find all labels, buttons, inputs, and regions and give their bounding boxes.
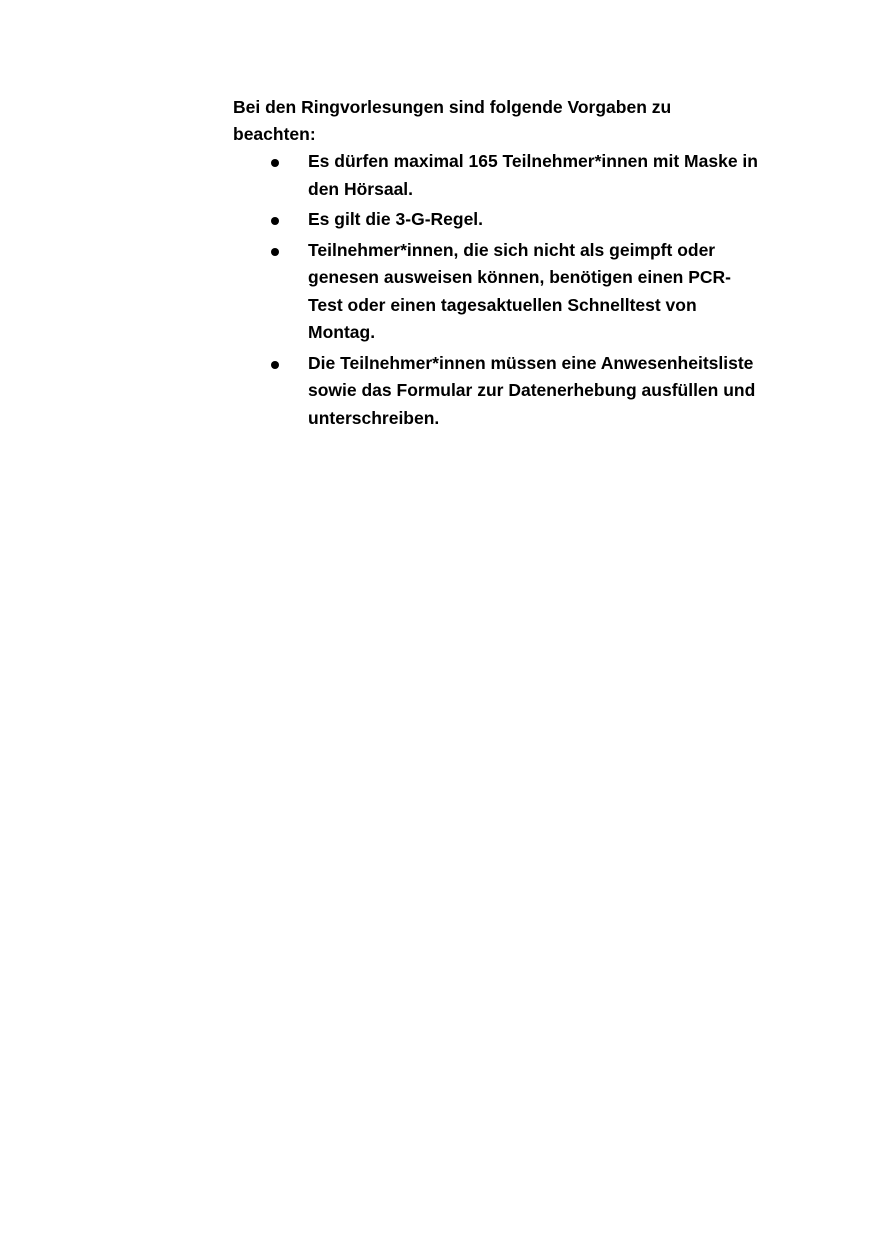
document-content	[233, 94, 773, 435]
bullet-icon	[271, 361, 279, 369]
intro-paragraph: Bei den Ringvorlesungen sind folgende Vorgaben zu beachten:	[233, 97, 672, 144]
bullet-icon	[271, 248, 279, 256]
rule-text: Es dürfen maximal 165 Teilnehmer*innen mit Maske in den Hörsaal.	[308, 151, 758, 199]
list-item	[233, 237, 748, 347]
list-item	[233, 206, 773, 234]
bullet-icon	[271, 159, 279, 167]
rule-text: Die Teilnehmer*innen müssen eine Anwesenheitsliste sowie das Formular zur Datenerhebung ausfüllen und unterschreiben.	[308, 352, 756, 428]
rules-list	[233, 148, 773, 432]
rule-text: Es gilt die 3-G-Regel.	[308, 209, 484, 229]
list-item	[233, 148, 773, 203]
rule-text: Teilnehmer*innen, die sich nicht als geimpft oder genesen ausweisen können, benötigen einen PCR-Test oder einen tagesaktuellen Schnelltest von Montag.	[308, 239, 731, 342]
list-item	[233, 350, 798, 433]
bullet-icon	[271, 217, 279, 225]
